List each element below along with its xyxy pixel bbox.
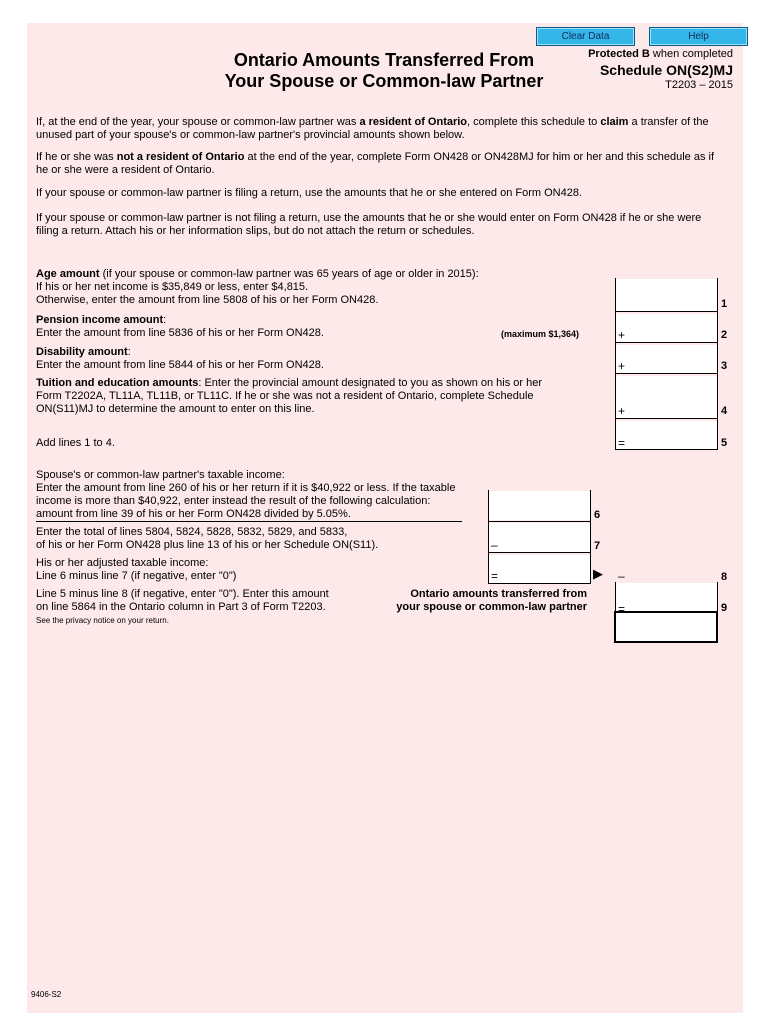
intro-paragraph-1: If, at the end of the year, your spouse or common-law partner was a resident of Ontario, complete this schedule to claim a transfer of the unused part of your spouse's or common-law partner's provincial amounts shown below. bbox=[36, 116, 709, 141]
line6-text: Spouse's or common-law partner's taxable income: Enter the amount from line 260 of his or her return if it is $40,922 or less. If the taxable income is more than $40,922, enter instead the result of the following calculation: amount from line 39 of his or her Form ON428 divided by 5.05%. bbox=[36, 469, 456, 520]
line3-text: Disability amount: Enter the amount from line 5844 of his or her Form ON428. bbox=[36, 346, 324, 371]
line-number-6: 6 bbox=[594, 509, 601, 521]
line-number-8: 8 bbox=[721, 571, 728, 583]
protected-label: Protected B bbox=[588, 48, 650, 60]
plus-sign: + bbox=[618, 328, 626, 342]
line5-amount-field[interactable] bbox=[616, 421, 717, 449]
intro-paragraph-2: If he or she was not a resident of Ontario at the end of the year, complete Form ON428 or ON428MJ for him or her and this schedule as if he or she were a resident of Ontario. bbox=[36, 151, 715, 176]
column-rule bbox=[488, 490, 489, 584]
line4-text: Tuition and education amounts: Enter the provincial amount designated to you as shown on his or her Form T2202A, TL11A, TL11B, or TL11C. If he or she was not a resident of Ontario, complete Schedule ON(S11)MJ to determine the amount to enter on this line. bbox=[36, 377, 543, 415]
line5-text: Add lines 1 to 4. bbox=[36, 437, 115, 449]
intro-paragraph-3: If your spouse or common-law partner is filing a return, use the amounts that he or she entered on Form ON428. bbox=[36, 187, 582, 199]
line3-amount-field[interactable] bbox=[616, 345, 717, 373]
row-rule bbox=[615, 342, 718, 343]
row-rule bbox=[615, 373, 718, 374]
arrow-right-icon: ▶ bbox=[593, 566, 603, 581]
line-number-7: 7 bbox=[594, 540, 601, 552]
line7-text: Enter the total of lines 5804, 5824, 5828, 5832, 5829, and 5833, of his or her Form ON428 plus line 13 of his or her Schedule ON(S11). bbox=[36, 526, 379, 551]
column-rule bbox=[717, 278, 718, 450]
line9-text: Line 5 minus line 8 (if negative, enter "0"). Enter this amount on line 5864 in the Ontario column in Part 3 of Form T2203. bbox=[36, 588, 329, 613]
intro-paragraph-4: If your spouse or common-law partner is not filing a return, use the amounts that he or she would enter on Form ON428 if he or she were filing a return. Attach his or her information slips, but do not attach the return or schedules. bbox=[36, 212, 702, 237]
line7-amount-field[interactable] bbox=[489, 523, 590, 552]
plus-sign: + bbox=[618, 359, 626, 373]
line9-label: Ontario amounts transferred from your spouse or common-law partner bbox=[396, 588, 587, 613]
line4-amount-field[interactable] bbox=[616, 376, 717, 418]
row-rule bbox=[615, 449, 718, 450]
line9-result-box bbox=[614, 611, 718, 643]
line6-underline bbox=[36, 521, 462, 522]
row-rule bbox=[488, 521, 591, 522]
line8-result-field[interactable] bbox=[616, 583, 717, 611]
line2-amount-field[interactable] bbox=[616, 314, 717, 342]
line1-amount-field[interactable] bbox=[616, 279, 717, 311]
plus-sign: + bbox=[618, 404, 626, 418]
form-year: T2203 – 2015 bbox=[665, 79, 733, 91]
line-number-3: 3 bbox=[721, 360, 728, 372]
protected-suffix: when completed bbox=[652, 48, 733, 60]
line8-amount-field[interactable] bbox=[489, 555, 590, 583]
page-title-line1: Ontario Amounts Transferred From bbox=[233, 50, 535, 70]
row-rule bbox=[488, 583, 591, 584]
page-title-line2: Your Spouse or Common-law Partner bbox=[224, 71, 544, 91]
line-number-4: 4 bbox=[721, 405, 728, 417]
column-rule bbox=[615, 278, 616, 450]
form-page bbox=[27, 23, 743, 1013]
minus-sign: – bbox=[618, 569, 625, 583]
line-number-5: 5 bbox=[721, 437, 728, 449]
help-button[interactable]: Help bbox=[649, 27, 748, 46]
line8-text: His or her adjusted taxable income: Line 6 minus line 7 (if negative, enter "0") bbox=[36, 557, 237, 582]
line-number-2: 2 bbox=[721, 329, 728, 341]
equals-sign: = bbox=[618, 436, 626, 450]
row-rule bbox=[615, 418, 718, 419]
line-number-1: 1 bbox=[721, 298, 728, 310]
protected-notice bbox=[588, 48, 733, 60]
clear-data-button[interactable]: Clear Data bbox=[536, 27, 635, 46]
line6-amount-field[interactable] bbox=[489, 491, 590, 520]
row-rule bbox=[615, 311, 718, 312]
form-code: 9406-S2 bbox=[31, 990, 62, 999]
row-rule bbox=[488, 552, 591, 553]
line2-maximum: (maximum $1,364) bbox=[501, 329, 580, 339]
equals-sign: = bbox=[618, 602, 626, 616]
line1-text: Age amount (if your spouse or common-law partner was 65 years of age or older in 2015): If his or her net income is $35,849 or less, enter $4,815. Otherwise, enter the amount from line 5808 of his or her Form ON428. bbox=[36, 268, 479, 306]
line-number-9: 9 bbox=[721, 602, 728, 614]
line2-text: Pension income amount: Enter the amount from line 5836 of his or her Form ON428. bbox=[36, 314, 324, 339]
equals-sign: = bbox=[491, 569, 499, 583]
schedule-label: Schedule ON(S2)MJ bbox=[599, 62, 733, 78]
column-rule bbox=[590, 490, 591, 584]
minus-sign: – bbox=[491, 538, 498, 552]
privacy-notice: See the privacy notice on your return. bbox=[36, 616, 169, 625]
